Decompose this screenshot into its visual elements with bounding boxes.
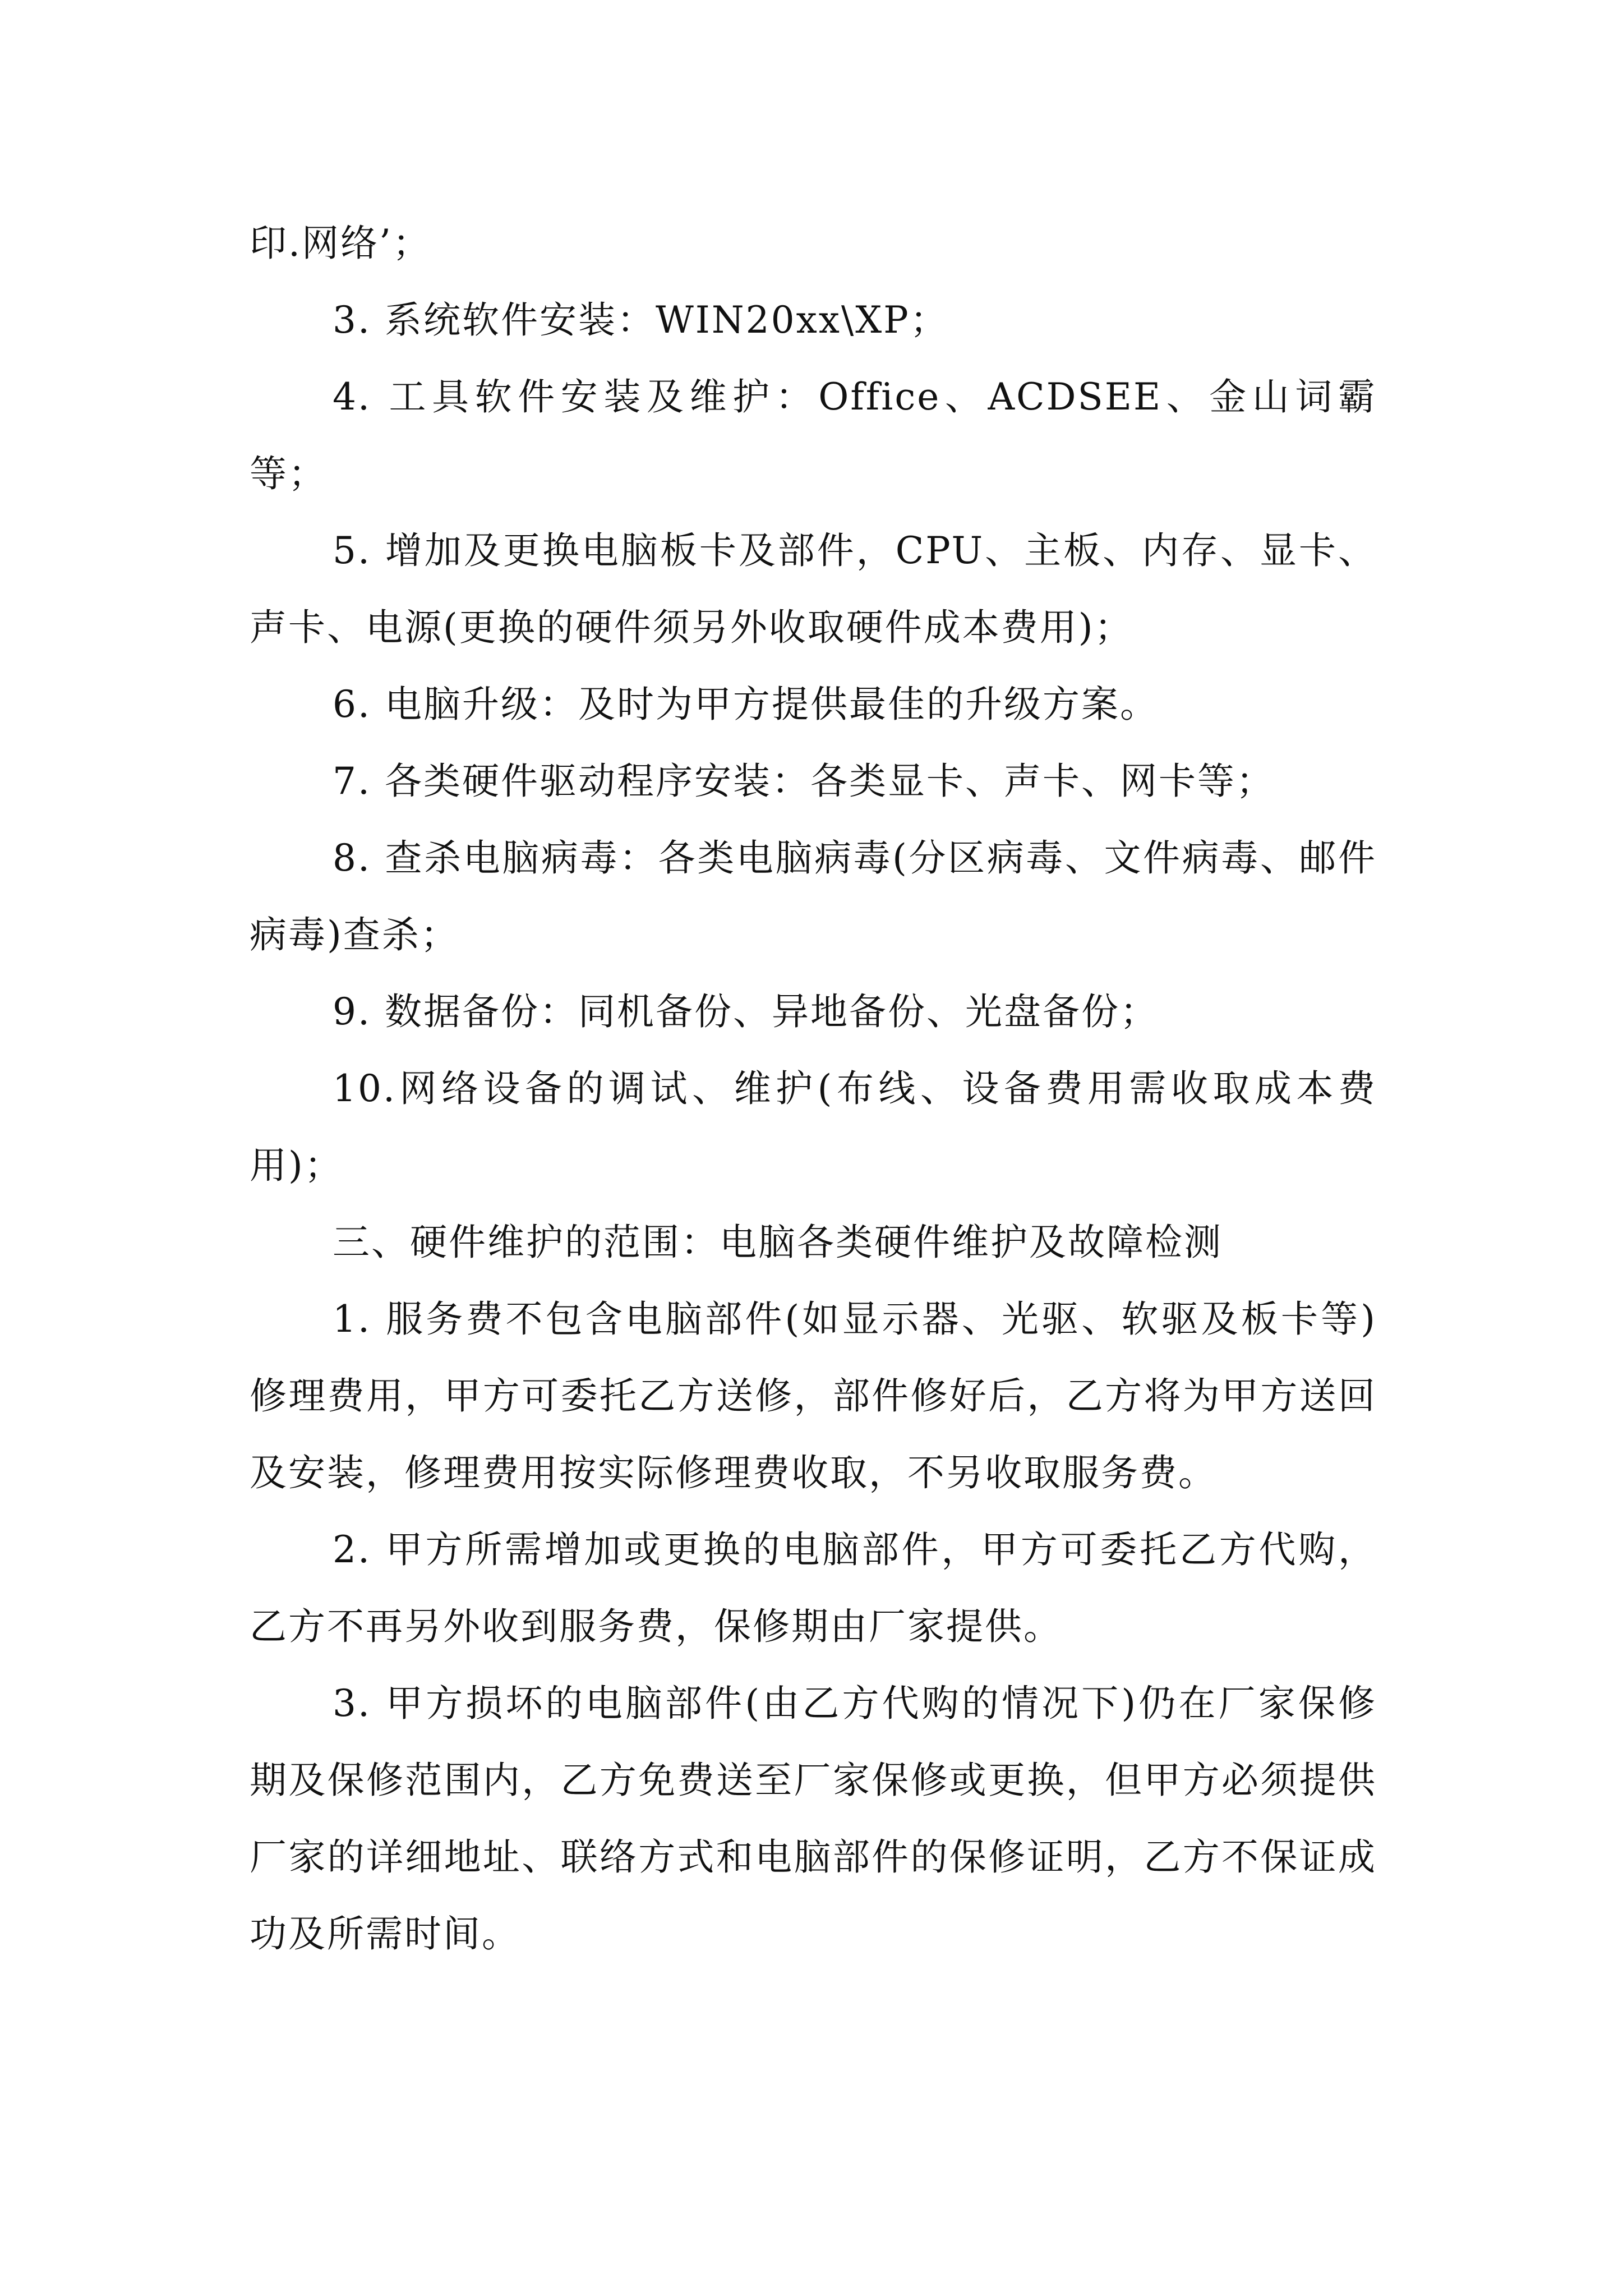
section-heading-hardware-scope: 三、硬件维护的范围：电脑各类硬件维护及故障检测 [333, 1221, 1223, 1264]
paragraph-hardware-upgrade: 5. 增加及更换电脑板卡及部件，CPU、主板、内存、显卡、声卡、电源(更换的硬件须另外收取硬件成本费用)； [250, 529, 1377, 649]
paragraph-data-backup: 9. 数据备份：同机备份、异地备份、光盘备份； [333, 990, 1159, 1033]
document-body [250, 205, 1377, 1972]
paragraph-system-software: 3. 系统软件安装：WIN20xx\XP； [333, 298, 949, 342]
paragraph-network-devices: 10.网络设备的调试、维护(布线、设备费用需收取成本费用)； [250, 1067, 1377, 1187]
paragraph-tool-software: 4. 工具软件安装及维护：Office、ACDSEE、金山词霸等； [250, 375, 1377, 495]
paragraph-warranty: 3. 甲方损坏的电脑部件(由乙方代购的情况下)仍在厂家保修期及保修范围内，乙方免费送至厂家保修或更换，但甲方必须提供厂家的详细地址、联络方式和电脑部件的保修证明，乙方不保证成功及所需时间。 [250, 1682, 1377, 1955]
paragraph-network-print: 印.网络’； [250, 222, 431, 265]
paragraph-driver-install: 7. 各类硬件驱动程序安装：各类显卡、声卡、网卡等； [333, 760, 1275, 803]
paragraph-service-fee: 1. 服务费不包含电脑部件(如显示器、光驱、软驱及板卡等)修理费用，甲方可委托乙方送修，部件修好后，乙方将为甲方送回及安装，修理费用按实际修理费收取，不另收取服务费。 [250, 1297, 1377, 1494]
paragraph-virus-removal: 8. 查杀电脑病毒：各类电脑病毒(分区病毒、文件病毒、邮件病毒)查杀； [250, 836, 1377, 956]
paragraph-computer-upgrade: 6. 电脑升级：及时为甲方提供最佳的升级方案。 [333, 683, 1159, 726]
paragraph-parts-purchase: 2. 甲方所需增加或更换的电脑部件，甲方可委托乙方代购，乙方不再另外收到服务费，保修期由厂家提供。 [250, 1528, 1377, 1648]
